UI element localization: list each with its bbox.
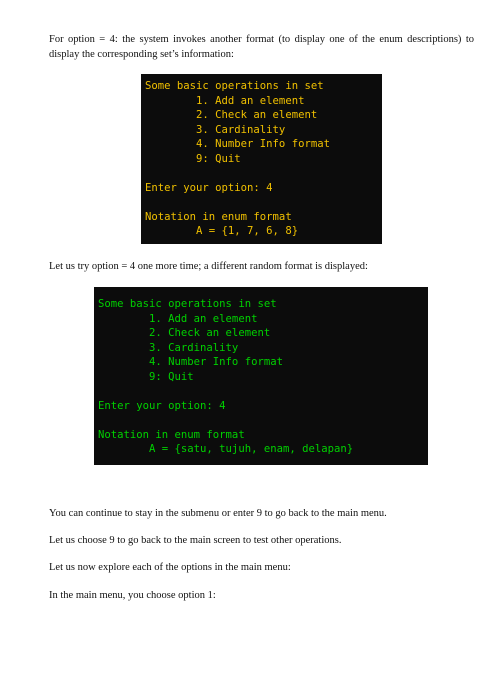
console-line: 3. Cardinality — [98, 341, 239, 354]
console-line: 9: Quit — [98, 370, 194, 383]
console-line: 1. Add an element — [145, 94, 305, 107]
console-blank-line — [98, 384, 424, 399]
continue-paragraph: You can continue to stay in the submenu or enter 9 to go back to the main menu. — [49, 508, 387, 519]
console-line: 4. Number Info format — [145, 138, 330, 150]
console-screenshot-enum-numbers — [141, 74, 382, 244]
console-line: Enter your option: 4 — [98, 399, 226, 412]
console-line: Notation in enum format — [145, 210, 292, 223]
console-line: 2. Check an element — [145, 109, 318, 121]
main-menu-option1-paragraph: In the main menu, you choose option 1: — [49, 590, 216, 601]
console-line: 1. Add an element — [98, 312, 258, 325]
console-blank-line — [145, 166, 378, 181]
explore-paragraph: Let us now explore each of the options in the main menu: — [49, 562, 291, 573]
console-blank-line — [98, 413, 424, 428]
console-line: A = {1, 7, 6, 8} — [145, 225, 299, 237]
console-line: Notation in enum format — [98, 428, 245, 441]
try-again-paragraph: Let us try option = 4 one more time; a different random format is displayed: — [49, 261, 368, 272]
console-screenshot-enum-words — [94, 287, 428, 465]
console-line: 3. Cardinality — [145, 123, 286, 136]
console-line: Some basic operations in set — [98, 298, 277, 310]
console-line: Enter your option: 4 — [145, 181, 273, 194]
choose-9-paragraph: Let us choose 9 to go back to the main screen to test other operations. — [49, 535, 342, 546]
console-line: 4. Number Info format — [98, 356, 283, 368]
console-line: 9: Quit — [145, 152, 241, 165]
console-line: Some basic operations in set — [145, 80, 324, 92]
console-line: 2. Check an element — [98, 327, 271, 339]
option4-intro-paragraph: For option = 4: the system invokes another format (to display one of the enum descriptions) to display the corresponding set’s information: — [49, 34, 474, 60]
console-line: A = {satu, tujuh, enam, delapan} — [98, 443, 354, 455]
console-blank-line — [145, 195, 378, 210]
